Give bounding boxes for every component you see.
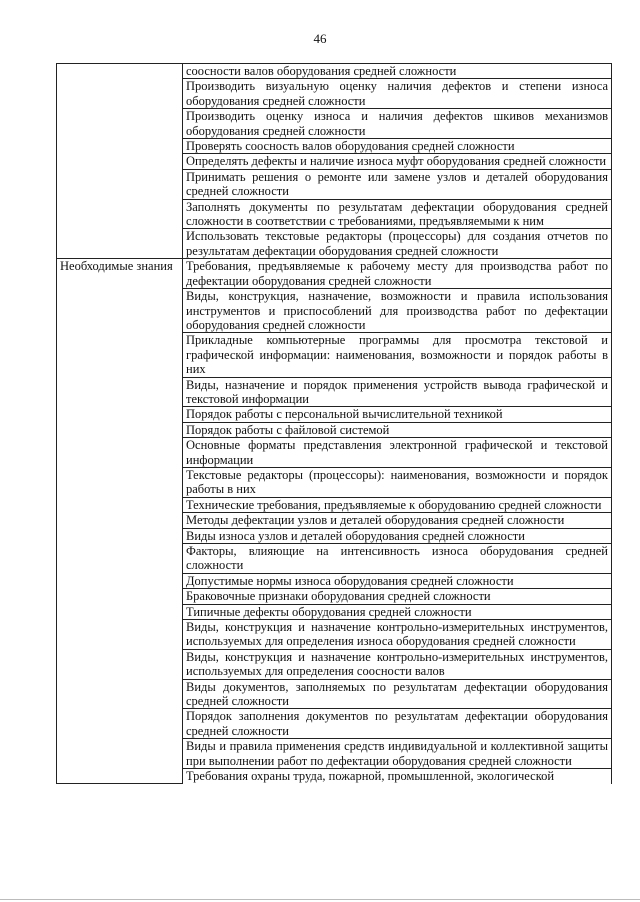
page-bottom-edge xyxy=(0,899,640,900)
knowledge-row xyxy=(57,259,612,289)
knowledge-text-cell: Порядок работы с персональной вычислительной техникой xyxy=(183,407,612,422)
skills-text-cell: Проверять соосность валов оборудования средней сложности xyxy=(183,139,612,154)
skills-text-cell: Использовать текстовые редакторы (процессоры) для создания отчетов по результатам дефектации оборудования средней сложности xyxy=(183,229,612,259)
knowledge-text-cell: Виды, конструкция и назначение контрольно-измерительных инструментов, используемых для определения износа оборудования средней сложности xyxy=(183,620,612,650)
knowledge-text-cell: Допустимые нормы износа оборудования средней сложности xyxy=(183,573,612,588)
skills-text-cell: Производить визуальную оценку наличия дефектов и степени износа оборудования средней сложности xyxy=(183,79,612,109)
knowledge-text-cell: Порядок работы с файловой системой xyxy=(183,422,612,437)
knowledge-text-cell: Требования, предъявляемые к рабочему месту для производства работ по дефектации оборудования средней сложности xyxy=(183,259,612,289)
knowledge-label-cell: Необходимые знания xyxy=(57,259,183,784)
knowledge-text-cell: Технические требования, предъявляемые к оборудованию средней сложности xyxy=(183,497,612,512)
skills-text-cell: Производить оценку износа и наличия дефектов шкивов механизмов оборудования средней сложности xyxy=(183,109,612,139)
knowledge-text-cell: Факторы, влияющие на интенсивность износа оборудования средней сложности xyxy=(183,544,612,574)
knowledge-text-cell: Браковочные признаки оборудования средней сложности xyxy=(183,589,612,604)
knowledge-text-cell: Виды и правила применения средств индивидуальной и коллективной защиты при выполнении работ по дефектации оборудования средней сложности xyxy=(183,739,612,769)
knowledge-text-cell: Прикладные компьютерные программы для просмотра текстовой и графической информации: наименования, возможности и порядок работы в них xyxy=(183,333,612,377)
page-number: 46 xyxy=(313,31,327,46)
knowledge-text-cell: Виды, назначение и порядок применения устройств вывода графической и текстовой информации xyxy=(183,377,612,407)
knowledge-skills-table xyxy=(56,63,612,784)
knowledge-text-cell: Текстовые редакторы (процессоры): наименования, возможности и порядок работы в них xyxy=(183,467,612,497)
knowledge-text-cell: Виды, конструкция и назначение контрольно-измерительных инструментов, используемых для определения соосности валов xyxy=(183,649,612,679)
skills-text-cell: соосности валов оборудования средней сложности xyxy=(183,64,612,79)
knowledge-text-cell: Основные форматы представления электронной графической и текстовой информации xyxy=(183,438,612,468)
skills-label-cell xyxy=(57,64,183,259)
skills-text-cell: Определять дефекты и наличие износа муфт оборудования средней сложности xyxy=(183,154,612,169)
knowledge-text-cell: Методы дефектации узлов и деталей оборудования средней сложности xyxy=(183,513,612,528)
knowledge-text-cell: Виды документов, заполняемых по результатам дефектации оборудования средней сложности xyxy=(183,679,612,709)
skills-text-cell: Принимать решения о ремонте или замене узлов и деталей оборудования средней сложности xyxy=(183,169,612,199)
knowledge-text-cell: Требования охраны труда, пожарной, промышленной, экологической xyxy=(183,769,612,784)
knowledge-text-cell: Типичные дефекты оборудования средней сложности xyxy=(183,604,612,619)
knowledge-text-cell: Виды, конструкция, назначение, возможности и правила использования инструментов и приспособлений для производства работ по дефектации оборудования средней сложности xyxy=(183,289,612,333)
knowledge-text-cell: Порядок заполнения документов по результатам дефектации оборудования средней сложности xyxy=(183,709,612,739)
knowledge-text-cell: Виды износа узлов и деталей оборудования средней сложности xyxy=(183,528,612,543)
skills-text-cell: Заполнять документы по результатам дефектации оборудования средней сложности в соответствии с требованиями, предъявляемыми к ним xyxy=(183,199,612,229)
skills-row xyxy=(57,64,612,79)
